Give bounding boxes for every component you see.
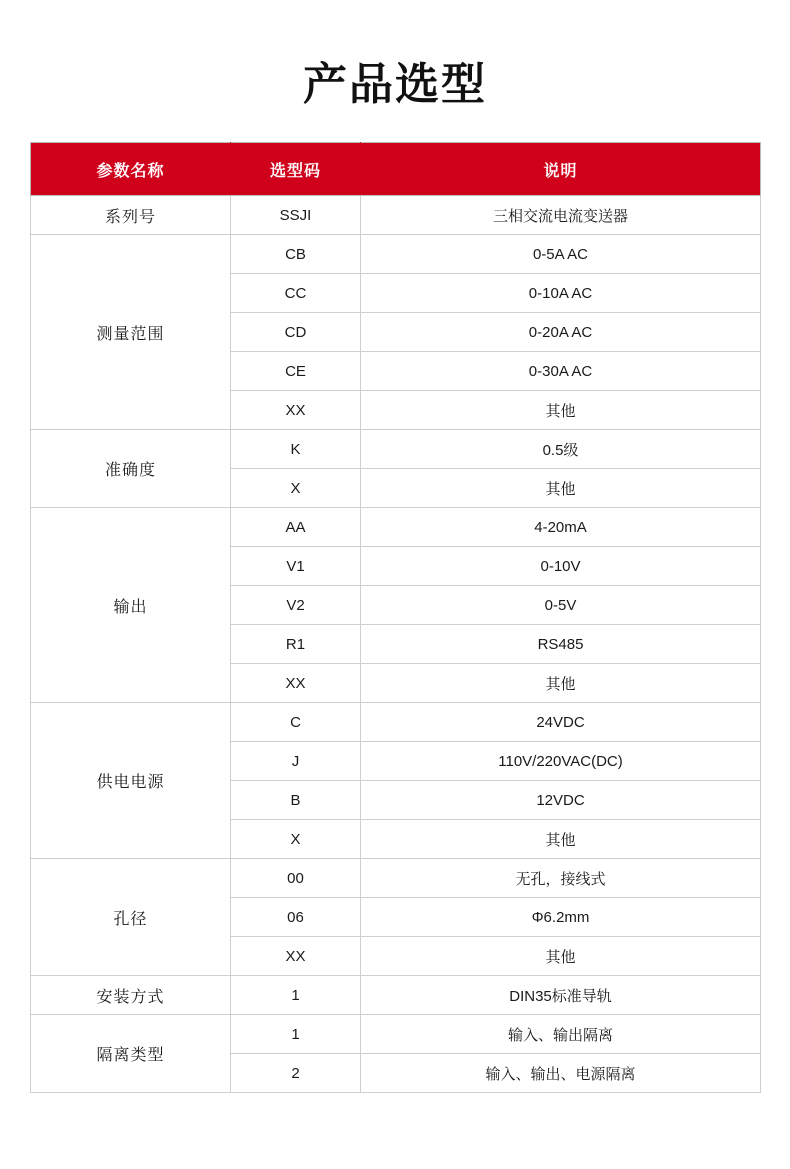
parameter-name-cell: 测量范围 bbox=[31, 235, 231, 430]
selection-code-cell: R1 bbox=[231, 625, 361, 664]
selection-code-cell: CE bbox=[231, 352, 361, 391]
description-cell: 0-20A AC bbox=[361, 313, 761, 352]
description-cell: 4-20mA bbox=[361, 508, 761, 547]
description-cell: 其他 bbox=[361, 664, 761, 703]
selection-code-cell: 1 bbox=[231, 976, 361, 1015]
description-cell: 0-10V bbox=[361, 547, 761, 586]
description-cell: 无孔，接线式 bbox=[361, 859, 761, 898]
table-row bbox=[31, 703, 761, 742]
description-cell: 其他 bbox=[361, 391, 761, 430]
selection-code-cell: J bbox=[231, 742, 361, 781]
selection-table-container bbox=[0, 142, 790, 1093]
selection-code-cell: K bbox=[231, 430, 361, 469]
description-cell: 110V/220VAC(DC) bbox=[361, 742, 761, 781]
parameter-name-cell: 隔离类型 bbox=[31, 1015, 231, 1093]
description-cell: 其他 bbox=[361, 469, 761, 508]
parameter-name-cell: 输出 bbox=[31, 508, 231, 703]
selection-code-cell: V1 bbox=[231, 547, 361, 586]
column-header-code: 选型码 bbox=[231, 143, 361, 196]
table-row bbox=[31, 235, 761, 274]
selection-code-cell: CD bbox=[231, 313, 361, 352]
table-row bbox=[31, 976, 761, 1015]
description-cell: Φ6.2mm bbox=[361, 898, 761, 937]
selection-code-cell: CC bbox=[231, 274, 361, 313]
description-cell: 输入、输出隔离 bbox=[361, 1015, 761, 1054]
table-row bbox=[31, 508, 761, 547]
description-cell: 输入、输出、电源隔离 bbox=[361, 1054, 761, 1093]
table-header bbox=[31, 143, 761, 196]
description-cell: 0-10A AC bbox=[361, 274, 761, 313]
selection-code-cell: C bbox=[231, 703, 361, 742]
description-cell: 三相交流电流变送器 bbox=[361, 196, 761, 235]
table-row bbox=[31, 859, 761, 898]
column-header-description: 说明 bbox=[361, 143, 761, 196]
table-header-row bbox=[31, 143, 761, 196]
description-cell: 0-5A AC bbox=[361, 235, 761, 274]
selection-code-cell: B bbox=[231, 781, 361, 820]
description-cell: 24VDC bbox=[361, 703, 761, 742]
description-cell: DIN35标准导轨 bbox=[361, 976, 761, 1015]
selection-code-cell: V2 bbox=[231, 586, 361, 625]
parameter-name-cell: 孔径 bbox=[31, 859, 231, 976]
description-cell: 其他 bbox=[361, 937, 761, 976]
parameter-name-cell: 系列号 bbox=[31, 196, 231, 235]
selection-code-cell: XX bbox=[231, 937, 361, 976]
description-cell: 0-5V bbox=[361, 586, 761, 625]
selection-code-cell: XX bbox=[231, 391, 361, 430]
table-row bbox=[31, 430, 761, 469]
description-cell: 12VDC bbox=[361, 781, 761, 820]
description-cell: 0-30A AC bbox=[361, 352, 761, 391]
selection-code-cell: X bbox=[231, 820, 361, 859]
table-row bbox=[31, 1015, 761, 1054]
table-row bbox=[31, 196, 761, 235]
parameter-name-cell: 安装方式 bbox=[31, 976, 231, 1015]
selection-code-cell: 00 bbox=[231, 859, 361, 898]
selection-code-cell: 06 bbox=[231, 898, 361, 937]
selection-code-cell: 2 bbox=[231, 1054, 361, 1093]
product-selection-table bbox=[30, 142, 761, 1093]
column-header-parameter: 参数名称 bbox=[31, 143, 231, 196]
table-body bbox=[31, 196, 761, 1093]
description-cell: 0.5级 bbox=[361, 430, 761, 469]
page-title: 产品选型 bbox=[303, 59, 487, 110]
selection-code-cell: XX bbox=[231, 664, 361, 703]
description-cell: RS485 bbox=[361, 625, 761, 664]
selection-code-cell: CB bbox=[231, 235, 361, 274]
description-cell: 其他 bbox=[361, 820, 761, 859]
parameter-name-cell: 供电电源 bbox=[31, 703, 231, 859]
parameter-name-cell: 准确度 bbox=[31, 430, 231, 508]
selection-code-cell: AA bbox=[231, 508, 361, 547]
selection-code-cell: 1 bbox=[231, 1015, 361, 1054]
selection-code-cell: SSJI bbox=[231, 196, 361, 235]
selection-code-cell: X bbox=[231, 469, 361, 508]
